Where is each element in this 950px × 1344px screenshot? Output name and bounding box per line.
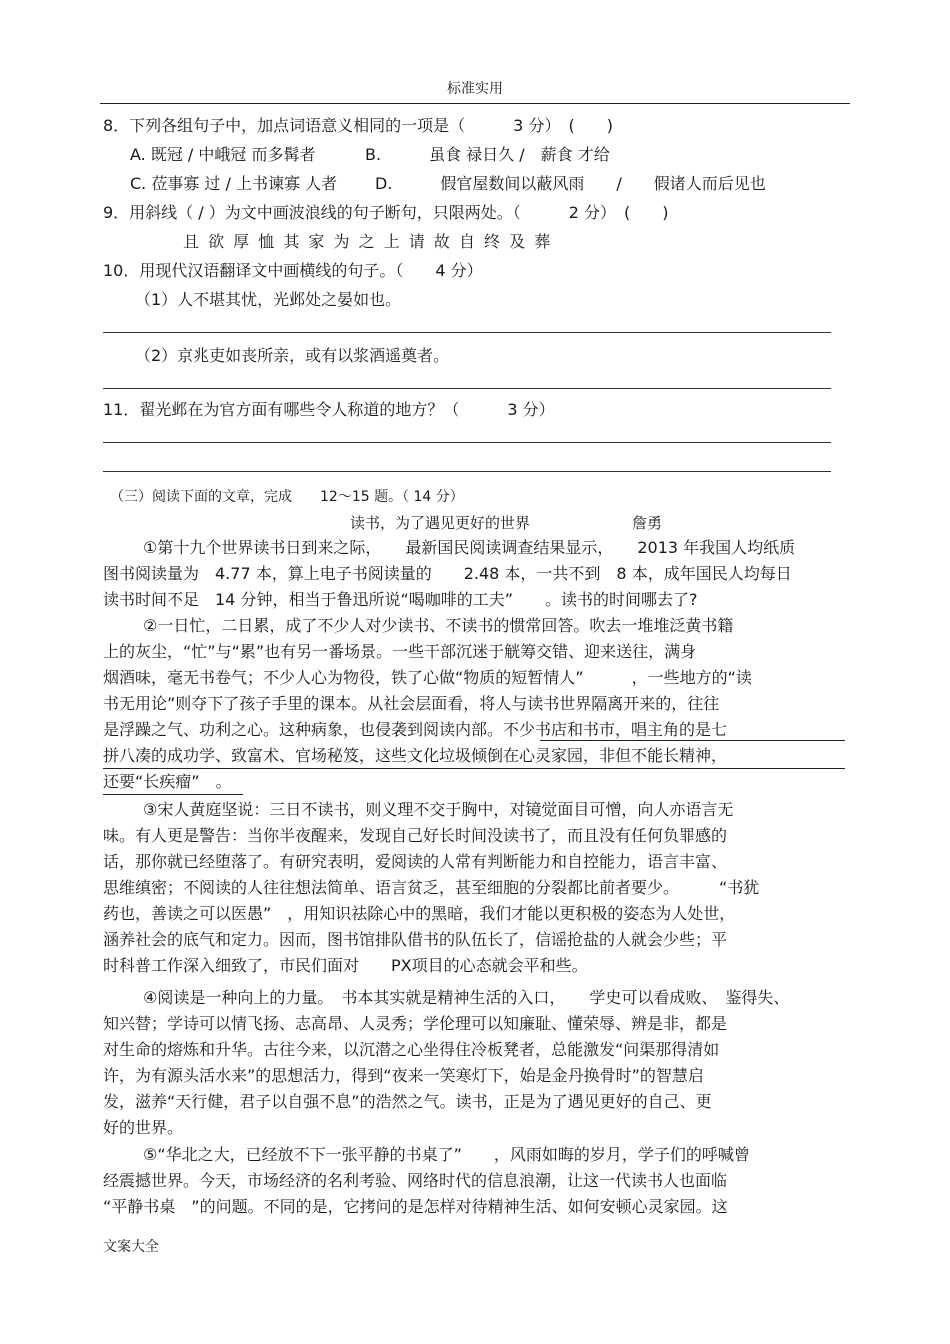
- paragraph-line: 图书阅读量为 4.77 本，算上电子书阅读量的 2.48 本，一共不到 8 本，成年国民人均每日: [103, 564, 792, 583]
- question-9-sentence: 且 欲 厚 恤 其 家 为 之 上 请 故 自 终 及 葬: [183, 232, 553, 251]
- question-11-stem: 11．翟光邺在为官方面有哪些令人称道的地方？（ 3 分）: [103, 400, 555, 419]
- section-3-heading: （三）阅读下面的文章，完成 12～15 题。（ 14 分）: [110, 489, 464, 505]
- paragraph-line: 烟酒味，毫无书卷气；不少人心为物役，铁了心做“物质的短暂情人” ，一些地方的“读: [103, 668, 752, 687]
- article-paragraph-4: [103, 985, 848, 1141]
- question-8-option-d: D. 假官屋数间以蔽风雨 / 假诸人而后见也: [375, 174, 766, 193]
- paragraph-line: 时科普工作深入细致了，市民们面对 PX项目的心态就会平和些。: [103, 956, 588, 975]
- page-header: 标准实用: [447, 81, 503, 97]
- paragraph-line: 许，为有源头活水来”的思想活力，得到“夜来一笑寒灯下，始是金丹换骨时”的智慧启: [103, 1066, 704, 1085]
- underlined-line: 拼八凑的成功学、致富术、官场秘笈，这些文化垃圾倾倒在心灵家园，非但不能长精神，: [103, 746, 728, 765]
- paragraph-line: 涵养社会的底气和定力。因而，图书馆排队借书的队伍长了，信谣抢盐的人就会少些；平: [103, 930, 728, 949]
- paragraph-line: 经震撼世界。今天，市场经济的名利考验、网络时代的信息浪潮，让这一代读书人也面临: [103, 1171, 728, 1190]
- underline-mark: [540, 740, 845, 741]
- paragraph-line: 还要“长疾瘤” 。: [103, 772, 232, 791]
- answer-line[interactable]: [103, 471, 831, 472]
- underline-mark: [103, 794, 243, 795]
- paragraph-line: 味。有人更是警告：当你半夜醒来，发现自己好长时间没读书了，而且没有任何负罪感的: [103, 826, 728, 845]
- article-paragraph-3: [103, 797, 848, 979]
- question-8-option-a: A. 既冠 / 中峨冠 而多髯者: [130, 145, 316, 164]
- paragraph-line: 药也，善读之可以医愚” ，用知识祛除心中的黑暗，我们才能以更积极的姿态为人处世，: [103, 904, 736, 923]
- paragraph-line: 书无用论”则夺下了孩子手里的课本。从社会层面看，将人与读书世界隔离开来的，往往: [103, 694, 720, 713]
- question-8-stem: 8．下列各组句子中，加点词语意义相同的一项是（ 3 分） ( ): [103, 116, 613, 135]
- paragraph-line: 读书时间不足 14 分钟，相当于鲁迅所说“喝咖啡的工夫” 。读书的时间哪去了?: [103, 590, 698, 609]
- paragraph-line: 好的世界。: [103, 1118, 184, 1137]
- paragraph-line: 是浮躁之气、功利之心。这种病象，也侵袭到阅读内部。不少书店和书市，唱主角的是七: [103, 720, 728, 739]
- question-8-option-b: B. 虽食 禄日久 / 薪食 才给: [365, 145, 610, 164]
- header-divider: [100, 103, 850, 104]
- paragraph-line: 话，那你就已经堕落了。有研究表明，爱阅读的人常有判断能力和自控能力，语言丰富、: [103, 852, 728, 871]
- question-10-sentence-2: （2）京兆吏如丧所亲，或有以浆酒遥奠者。: [135, 346, 450, 365]
- question-10-stem: 10．用现代汉语翻译文中画横线的句子。（ 4 分）: [103, 261, 483, 280]
- paragraph-line: 上的灰尘，“忙”与“累”也有另一番场景。一些干部沉迷于觥筹交错、迎来送往，满身: [103, 642, 697, 661]
- paragraph-line: 对生命的熔炼和升华。古往今来，以沉潜之心坐得住冷板凳者，总能激发“问渠那得清如: [103, 1040, 720, 1059]
- paragraph-line: 思维缜密；不阅读的人往往想法简单、语言贫乏，甚至细胞的分裂都比前者要少。 “书犹: [103, 878, 760, 897]
- article-author: 詹勇: [632, 514, 663, 532]
- paragraph-line: ①第十九个世界读书日到来之际， 最新国民阅读调查结果显示， 2013 年我国人均纸质: [143, 538, 796, 557]
- question-8-option-c: C. 莅事寡 过 / 上书谏寡 人者: [130, 174, 338, 193]
- article-title: 读书，为了遇见更好的世界: [350, 514, 531, 532]
- page-footer: 文案大全: [103, 1239, 159, 1255]
- article-paragraph-1: [103, 535, 848, 613]
- paragraph-line: ③宋人黄庭坚说：三日不读书，则义理不交于胸中，对镜觉面目可憎，向人亦语言无: [143, 800, 734, 819]
- paragraph-line: ④阅读是一种向上的力量。 书本其实就是精神生活的入口， 学史可以看成败、 鉴得失、: [143, 988, 790, 1007]
- answer-line[interactable]: [103, 442, 831, 443]
- answer-line[interactable]: [103, 388, 831, 389]
- paragraph-line: ⑤“华北之大，已经放不下一张平静的书桌了” ，风雨如晦的岁月，学子们的呼喊曾: [143, 1145, 750, 1164]
- underline-mark: [103, 768, 845, 769]
- answer-line[interactable]: [103, 332, 831, 333]
- paragraph-line: “平静书桌 ”的问题。不同的是，它拷问的是怎样对待精神生活、如何安顿心灵家园。这: [103, 1197, 728, 1216]
- question-10-sentence-1: （1）人不堪其忧，光邺处之晏如也。: [135, 290, 402, 309]
- article-paragraph-5: [103, 1142, 848, 1220]
- paragraph-line: ②一日忙，二日累，成了不少人对少读书、不读书的惯常回答。吹去一堆堆泛黄书籍: [143, 616, 734, 635]
- paragraph-line: 知兴替；学诗可以情飞扬、志高昂、人灵秀；学伦理可以知廉耻、懂荣辱、辨是非，都是: [103, 1014, 728, 1033]
- question-9-stem: 9．用斜线（ / ）为文中画波浪线的句子断句，只限两处。（ 2 分） ( ): [103, 203, 669, 222]
- paragraph-line: 发，滋养“天行健，君子以自强不息”的浩然之气。读书，正是为了遇见更好的自己、更: [103, 1092, 712, 1111]
